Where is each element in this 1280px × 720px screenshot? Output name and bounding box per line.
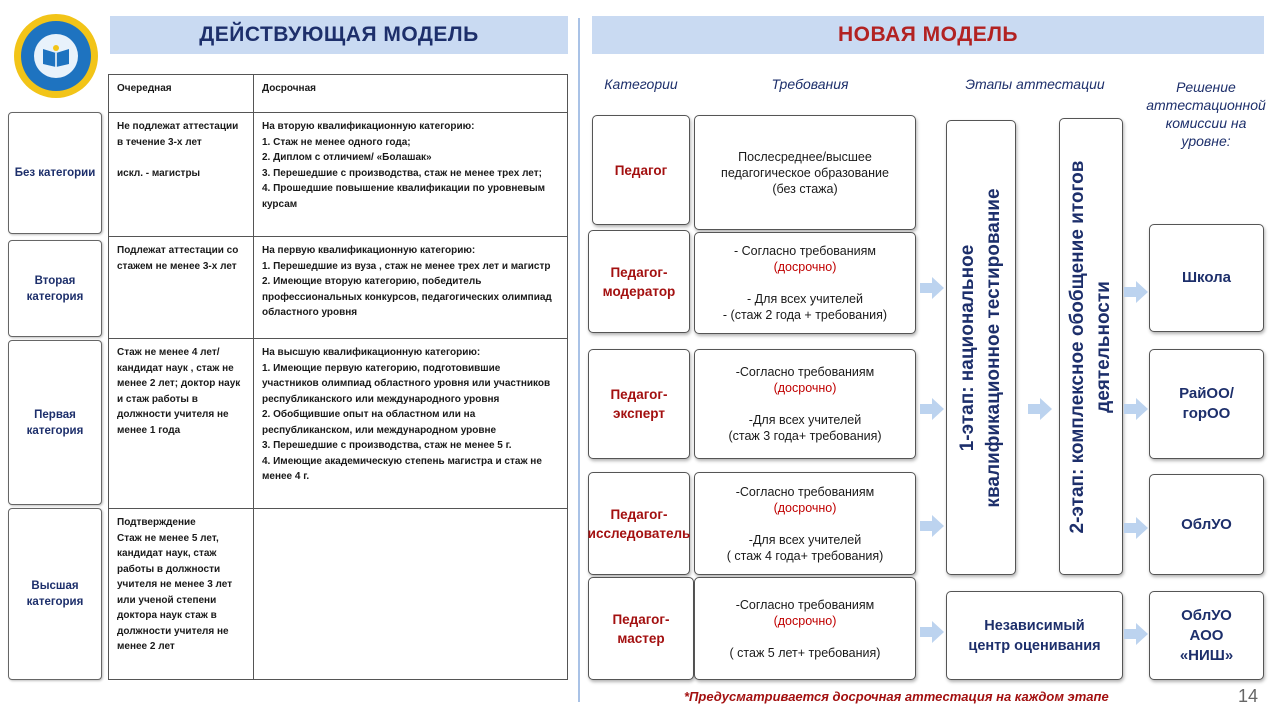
- table-cell: На первую квалификационную категорию: 1. Перешедшие из вуза , стаж не менее трех лет и магистр 2. Имеющие вторую категорию, победитель профессиональных конкурсов, педагогических олимпиад областного уровня: [254, 237, 567, 339]
- category-moderator: Педагог-модератор: [588, 230, 690, 333]
- category-master: Педагог-мастер: [588, 577, 694, 680]
- book-icon: [41, 44, 71, 68]
- table-cell: На вторую квалификационную категорию: 1. Стаж не менее одного года; 2. Диплом с отличием/ «Болашак» 3. Перешедшие с производства, стаж не менее трех лет; 4. Прошедшие повышение квалификации по уровневым курсам: [254, 113, 567, 237]
- left-category-second: Вторая категория: [8, 240, 102, 337]
- arrow-right-icon: [920, 398, 944, 420]
- category-researcher: Педагог-исследователь: [588, 472, 690, 575]
- table-cell: [254, 509, 567, 679]
- left-category-first: Первая категория: [8, 340, 102, 505]
- requirement-master: -Согласно требованиям (досрочно) ( стаж 5 лет+ требования): [694, 577, 916, 680]
- col-header-requirements: Требования: [771, 76, 849, 92]
- level-district: РайОО/ горОО: [1149, 349, 1264, 459]
- arrow-right-icon: [1028, 398, 1052, 420]
- footnote: *Предусматривается досрочная аттестация на каждом этапе: [684, 689, 1109, 704]
- level-region: ОблУО: [1149, 474, 1264, 575]
- current-model-header: ДЕЙСТВУЮЩАЯ МОДЕЛЬ: [110, 16, 568, 54]
- arrow-right-icon: [920, 515, 944, 537]
- requirement-pedagog: Послесреднее/высшее педагогическое образование (без стажа): [694, 115, 916, 230]
- ministry-logo: [14, 14, 98, 98]
- col-header-stages: Этапы аттестации: [965, 76, 1105, 92]
- column-divider: [578, 18, 580, 702]
- requirement-expert: -Согласно требованиям (досрочно) -Для всех учителей (стаж 3 года+ требования): [694, 349, 916, 459]
- table-cell: На высшую квалификационную категорию: 1. Имеющие первую категорию, подготовившие участников олимпиад областного уровня или участников республиканского или международного уровня 2. Обобщившие опыт на областном или на республиканском, или международном уровне 3. Перешедшие с производства, стаж не менее 5 г. 4. Имеющие академическую степень магистра и стаж не менее 4 г.: [254, 339, 567, 509]
- new-model-header: НОВАЯ МОДЕЛЬ: [592, 16, 1264, 54]
- table-cell: Не подлежат аттестации в течение 3-х лет искл. - магистры: [109, 113, 254, 237]
- arrow-right-icon: [1124, 517, 1148, 539]
- stage-2-box: [1059, 118, 1123, 575]
- stage-1-text: 1-этап: национальное квалификационное тестирование: [957, 187, 1004, 508]
- table-cell: Стаж не менее 4 лет/кандидат наук , стаж не менее 2 лет; доктор наук и стаж работы в должности учителя не менее 1 года: [109, 339, 254, 509]
- col-header-decision: Решение аттестационной комиссии на уровне:: [1146, 79, 1266, 149]
- left-category-none: Без категории: [8, 112, 102, 234]
- col-header-early: Досрочная: [254, 75, 567, 113]
- arrow-right-icon: [920, 277, 944, 299]
- arrow-right-icon: [1124, 623, 1148, 645]
- stage-2-text: 2-этап: комплексное обобщение итогов деятельности: [1067, 160, 1114, 533]
- independent-center-box: Независимый центр оценивания: [946, 591, 1123, 680]
- category-pedagog: Педагог: [592, 115, 690, 225]
- level-school: Школа: [1149, 224, 1264, 332]
- category-expert: Педагог-эксперт: [588, 349, 690, 459]
- requirement-researcher: -Согласно требованиям (досрочно) -Для всех учителей ( стаж 4 года+ требования): [694, 472, 916, 575]
- arrow-right-icon: [920, 621, 944, 643]
- col-header-regular: Очередная: [109, 75, 254, 113]
- level-region-aoo-nis: ОблУО АОО «НИШ»: [1149, 591, 1264, 680]
- requirement-moderator: - Согласно требованиям (досрочно) - Для всех учителей - (стаж 2 года + требования): [694, 232, 916, 334]
- page-number: 14: [1238, 686, 1259, 706]
- stage-1-box: [946, 120, 1016, 575]
- col-header-categories: Категории: [604, 76, 678, 92]
- table-cell: Подлежат аттестации со стажем не менее 3-х лет: [109, 237, 254, 339]
- left-category-highest: Высшая категория: [8, 508, 102, 680]
- arrow-right-icon: [1124, 398, 1148, 420]
- table-cell: Подтверждение Стаж не менее 5 лет, кандидат наук, стаж работы в должности учителя не менее 3 лет или ученой степени доктора наук стаж в должности учителя не менее 2 лет: [109, 509, 254, 679]
- arrow-right-icon: [1124, 281, 1148, 303]
- current-model-table: [108, 74, 568, 680]
